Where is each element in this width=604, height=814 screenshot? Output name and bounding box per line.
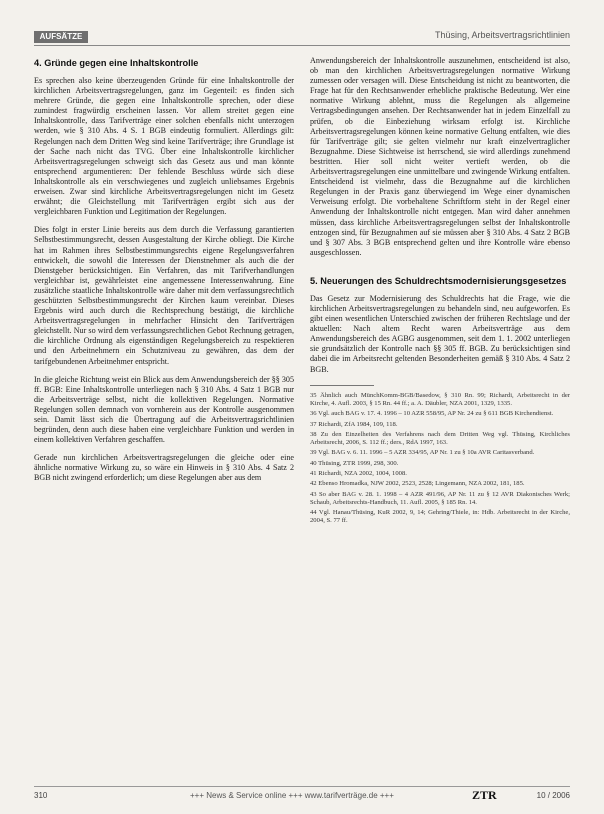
right-column — [310, 56, 570, 780]
paragraph: Dies folgt in erster Linie bereits aus dem durch die Verfassung garantierten Selbstbestimmungsrecht, dessen Ausgestaltung der Kirche obliegt. Die Kirche hat im Rahmen ihres Selbstbestimmungsrechts eigene Regelungsverfahren entwickelt, die sowohl die Interessen der Dienstnehmer als auch die der Dienstgeber berücksichtigen. Ein Verfahren, das mit Tarifverhandlungen vergleichbar ist, gewährleistet eine angemessene Interessenwahrung. Eine zusätzliche staatliche Inhaltskontrolle wäre daher mit dem verfassungsrechtlich geschützten Selbstbestimmungsrecht der Kirchen kaum vereinbar. Dieses Ergebnis wird auch durch die Rechtsprechung bestätigt, die kirchliche Arbeitsvertragsregelungen in mehrfacher Hinsicht den Tarifverträgen gleichstellt. Nur so wird dem verfassungsrechtlichen Gebot Rechnung getragen, die kirchliche Ordnung als eigenständigen Regelungsbereich zu respektieren und den Arbeitnehmern ein Schutzniveau zu gewähren, das dem der tarifgebundenen Arbeitnehmer entspricht. — [34, 225, 294, 366]
footnote: 43 So aber BAG v. 28. 1. 1998 – 4 AZR 491/96, AP Nr. 11 zu § 12 AVR Diakonisches Werk; Schaub, Arbeitsrechts-Handbuch, 11. Aufl. 2005, § 185 Rn. 14. — [310, 490, 570, 506]
footnote: 41 Richardi, NZA 2002, 1004, 1008. — [310, 470, 407, 477]
section-heading-4: 4. Gründe gegen eine Inhaltskontrolle — [34, 58, 199, 68]
footnote: 36 Vgl. auch BAG v. 17. 4. 1996 – 10 AZR 558/95, AP Nr. 24 zu § 611 BGB Kirchendienst. — [310, 410, 554, 418]
issue-label: 10 / 2006 — [536, 791, 570, 800]
paragraph: Gerade nun kirchlichen Arbeitsvertragsregelungen die gleiche oder eine ähnliche normative Wirkung zu, so wäre ein Hinweis in § 310 Abs. 4 Satz 2 BGB nicht zwingend erforderlich; um diese Regelungen aber aus dem — [34, 453, 294, 483]
paragraph: Anwendungsbereich der Inhaltskontrolle auszunehmen, entscheidend ist also, ob man den kirchlichen Arbeitsvertragsregelungen normative Wirkung zumessen oder versagen will. Diese Entscheidung ist nicht zu beantworten, die Frage hat für den Rechtsanwender erhebliche praktische Bedeutung. Wer eine normative Wirkung ablehnt, muss die Regelungen als allgemeine Vertragsbedingungen ansehen. Der Rechtsanwender hat in jedem Einzelfall zu prüfen, ob die Einbeziehung wirksam erfolgt ist. Kirchliche Arbeitsvertragsregelungen können keine normative Geltung entfalten, wie dies für Tarifverträge gilt; sie gelten vielmehr nur kraft einzelvertraglicher Bezugnahme. Diese Sichtweise ist herrschend, sie wird allerdings zunehmend bestritten. Hier soll nicht weiter vertieft werden, ob die Arbeitsvertragsregelungen eine unmittelbare und zwingende Wirkung entfalten. Entscheidend ist vielmehr, dass die Bezugnahme auf die kirchlichen Regelungen in der Praxis ganz überwiegend im Wege einer dynamischen Verweisung erfolgt. Die vorbehaltene Schriftform steht in der Regel einer Anwendung der Inhaltskontrolle nicht entgegen. Man wird daher annehmen müssen, dass kirchliche Arbeitsvertragsregelungen selbst der Inhaltskontrolle entzogen sind, für Bezugnahmen auf sie müssen aber § 310 Abs. 4 Satz 2 BGB und § 307 Abs. 3 BGB entsprechend gelten und ihre Kontrolle wäre ebenso ausgeschlossen. — [310, 56, 570, 257]
paragraph: Das Gesetz zur Modernisierung des Schuldrechts hat die Frage, wie die kirchlichen Arbeitsvertragsregelungen zu behandeln sind, neu aufgeworfen. Es gibt einen wesentlichen Unterschied zwischen der früheren Rechtslage und der aktuellen: Nach altem Recht waren Arbeitsverträge aus dem Anwendungsbereich des AGBG ausgenommen, seit dem 1. 1. 2002 unterliegen sie grundsätzlich der Kontrolle nach §§ 305 ff. BGB. Zu berücksichtigen sind dabei die im Arbeitsrecht geltenden Besonderheiten gemäß § 310 Abs. 4 Satz 2 BGB. — [310, 293, 570, 374]
footnote-divider — [310, 385, 374, 386]
footnote: 35 Ähnlich auch MünchKomm-BGB/Basedow, § 310 Rn. 99; Richardi, Arbeitsrecht in der Kirche, 4. Aufl. 2003, § 15 Rn. 44 ff.; a. A. Däubler, NZA 2001, 1329, 1335. — [310, 391, 570, 407]
running-title: Thüsing, Arbeitsvertragsrichtlinien — [434, 30, 570, 40]
footer-divider — [34, 786, 570, 787]
footnotes — [310, 392, 570, 526]
section-badge: AUFSÄTZE — [34, 31, 88, 43]
footnote: 42 Ebenso Hromadka, NJW 2002, 2523, 2528; Lingemann, NZA 2002, 181, 185. — [310, 480, 525, 488]
section-heading-5: 5. Neuerungen des Schuldrechtsmodernisierungsgesetzes — [310, 275, 567, 286]
footnote: 44 Vgl. Hanau/Thüsing, KuR 2002, 9, 14; Gehring/Thiele, in: Hdb. Arbeitsrecht in der Kirche, 2004, S. 77 ff. — [310, 509, 570, 525]
paragraph: In die gleiche Richtung weist ein Blick aus dem Anwendungsbereich der §§ 305 ff. BGB: Eine Inhaltskontrolle unterliegen nach § 310 Abs. 4 Satz 1 BGB nur die Arbeitsverträge selbst, nicht die kollektiven Regelungen. Normative Regelungen sollen demnach von vornherein aus der Kontrolle ausgenommen sein. Damit lässt sich die Übertragung auf die Arbeitsvertragsrichtlinien begründen, denn auch diese haben eine vergleichbare Funktion und werden in einem kollektiven Verfahren geschaffen. — [34, 374, 294, 445]
journal-logo: ZTR — [472, 788, 497, 802]
footnote: 37 Richardi, ZfA 1984, 109, 118. — [310, 420, 398, 428]
paragraph: Es sprechen also keine überzeugenden Gründe für eine Inhaltskontrolle der kirchlichen Arbeitsvertragsregelungen, ganz im Gegenteil: es finden sich mehrere Gründe, die gegen eine Inhaltskontrolle sprechen, oder diese zumindest fragwürdig erscheinen lassen. Vor allem streitet gegen eine Inhaltskontrolle, dass Tarifverträge einer solchen ebenfalls nicht unterzogen werden, wie § 310 Abs. 4 S. 1 BGB eindeutig formuliert. Allerdings gilt: Regelungen nach dem Dritten Weg sind keine Tarifverträge; ihre Grundlage ist der Sache nach nicht das TVG. Über eine Inhaltskontrolle kirchlicher Arbeitsvertragsregelungen schweigt sich das Gesetz aus und man könnte entsprechend argumentieren: Der fehlende Beschluss würde sich diese Inhaltskontrolle als ein verschwiegenes und zugleich unliebsames Ergebnis erweisen. Zwar sind kirchliche Arbeitsvertragsregelungen nicht im Gesetz erwähnt; die Gleichstellung mit Tarifverträgen ergibt sich aus der vergleichbaren Funktion und Legitimation der Regelungen. — [34, 76, 294, 217]
footnote: 39 Vgl. BAG v. 6. 11. 1996 – 5 AZR 334/95, AP Nr. 1 zu § 10a AVR Caritasverband. — [310, 449, 535, 457]
footer-banner-link[interactable]: +++ News & Service online +++ www.tarifverträge.de +++ — [190, 791, 394, 800]
footnote: 38 Zu den Einzelheiten des Verfahrens nach dem Dritten Weg vgl. Thüsing, Kirchliches Arbeitsrecht, 2006, S. 112 ff.; ders., RdA 1997, 163. — [310, 430, 570, 447]
left-column — [34, 56, 294, 780]
page-number: 310 — [34, 791, 48, 800]
header-divider — [34, 45, 570, 46]
footnote: 40 Thüsing, ZTR 1999, 298, 300. — [310, 459, 399, 467]
